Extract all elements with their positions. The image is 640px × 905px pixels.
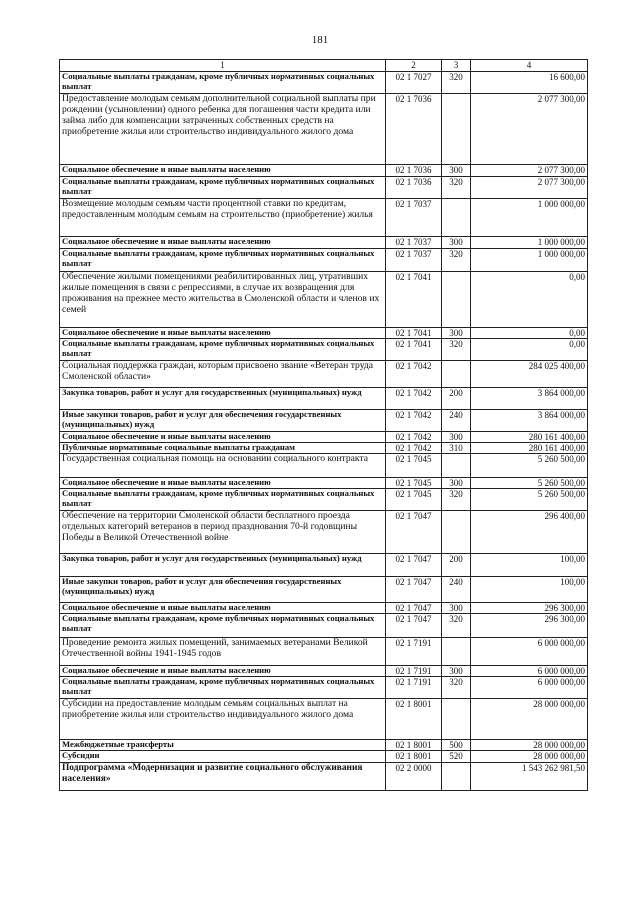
row-name-cell: Социальное обеспечение и иные выплаты населению <box>60 165 386 177</box>
row-name-cell: Межбюджетные трансферты <box>60 740 386 751</box>
row-expense-type-cell <box>442 763 471 791</box>
row-expense-type-cell: 240 <box>442 410 471 432</box>
row-code-cell: 02 1 7041 <box>386 339 442 361</box>
row-sum-cell: 6 000 000,00 <box>471 666 588 677</box>
row-sum-cell: 0,00 <box>471 328 588 339</box>
row-sum-cell: 5 260 500,00 <box>471 478 588 489</box>
row-sum-cell: 3 864 000,00 <box>471 410 588 432</box>
table-row <box>60 577 588 603</box>
row-name-cell: Социальное обеспечение и иные выплаты населению <box>60 237 386 249</box>
table-row <box>60 638 588 666</box>
table-header-row <box>60 60 588 72</box>
table-row <box>60 666 588 677</box>
row-expense-type-cell: 300 <box>442 237 471 249</box>
row-sum-cell: 3 864 000,00 <box>471 388 588 410</box>
row-name-cell: Социальные выплаты гражданам, кроме публичных нормативных социальных выплат <box>60 339 386 361</box>
row-sum-cell: 5 260 500,00 <box>471 454 588 478</box>
row-code-cell: 02 1 7047 <box>386 603 442 614</box>
row-expense-type-cell: 320 <box>442 177 471 199</box>
row-sum-cell: 280 161 400,00 <box>471 432 588 443</box>
row-expense-type-cell: 320 <box>442 249 471 272</box>
row-sum-cell: 296 400,00 <box>471 511 588 554</box>
column-header-name: 1 <box>60 60 386 72</box>
column-header-expense-type: 3 <box>442 60 471 72</box>
table-row <box>60 554 588 577</box>
row-sum-cell: 100,00 <box>471 577 588 603</box>
table-row <box>60 249 588 272</box>
row-expense-type-cell: 300 <box>442 666 471 677</box>
row-sum-cell: 0,00 <box>471 339 588 361</box>
row-sum-cell: 28 000 000,00 <box>471 751 588 763</box>
row-expense-type-cell: 300 <box>442 432 471 443</box>
row-name-cell: Социальные выплаты гражданам, кроме публичных нормативных социальных выплат <box>60 614 386 638</box>
column-header-sum: 4 <box>471 60 588 72</box>
row-expense-type-cell: 520 <box>442 751 471 763</box>
row-name-cell: Иные закупки товаров, работ и услуг для обеспечения государственных (муниципальных) нужд <box>60 577 386 603</box>
row-code-cell: 02 1 7045 <box>386 489 442 511</box>
row-code-cell: 02 1 7041 <box>386 328 442 339</box>
row-code-cell: 02 1 7042 <box>386 388 442 410</box>
row-name-cell: Социальные выплаты гражданам, кроме публичных нормативных социальных выплат <box>60 177 386 199</box>
row-code-cell: 02 1 7037 <box>386 249 442 272</box>
column-header-code: 2 <box>386 60 442 72</box>
row-name-cell: Публичные нормативные социальные выплаты гражданам <box>60 443 386 454</box>
table-row <box>60 763 588 791</box>
row-name-cell: Социальное обеспечение и иные выплаты населению <box>60 432 386 443</box>
row-code-cell: 02 1 8001 <box>386 751 442 763</box>
row-name-cell: Проведение ремонта жилых помещений, занимаемых ветеранами Великой Отечественной войны 1941-1945 годов <box>60 638 386 666</box>
row-expense-type-cell: 300 <box>442 165 471 177</box>
row-sum-cell: 2 077 300,00 <box>471 94 588 165</box>
table-row <box>60 751 588 763</box>
row-code-cell: 02 1 7047 <box>386 511 442 554</box>
row-name-cell: Обеспечение жилыми помещениями реабилитированных лиц, утративших жилые помещения в связи с репрессиями, в случае их возвращения для проживания на прежнее место жительства в Смоленской области и членов их семей <box>60 272 386 328</box>
row-code-cell: 02 1 8001 <box>386 740 442 751</box>
row-name-cell: Предоставление молодым семьям дополнительной социальной выплаты при рождении (усыновлении) одного ребенка для погашения части кредита или займа либо для компенсации затраченных собственных средств на приобретение жилья или строительство индивидуального жилого дома <box>60 94 386 165</box>
row-code-cell: 02 1 7036 <box>386 94 442 165</box>
row-code-cell: 02 1 7042 <box>386 443 442 454</box>
row-name-cell: Обеспечение на территории Смоленской области бесплатного проезда отдельных категорий ветеранов в период празднования 70-й годовщины Победы в Великой Отечественной войне <box>60 511 386 554</box>
row-sum-cell: 1 000 000,00 <box>471 237 588 249</box>
row-expense-type-cell: 320 <box>442 72 471 94</box>
table-row <box>60 72 588 94</box>
row-code-cell: 02 1 7191 <box>386 677 442 699</box>
table-row <box>60 677 588 699</box>
row-code-cell: 02 1 7045 <box>386 478 442 489</box>
table-row <box>60 740 588 751</box>
table-row <box>60 339 588 361</box>
row-code-cell: 02 1 7036 <box>386 177 442 199</box>
table-row <box>60 361 588 388</box>
table-row <box>60 511 588 554</box>
row-expense-type-cell: 200 <box>442 388 471 410</box>
row-name-cell: Иные закупки товаров, работ и услуг для обеспечения государственных (муниципальных) нужд <box>60 410 386 432</box>
budget-table <box>59 59 588 791</box>
table-row <box>60 237 588 249</box>
row-name-cell: Социальные выплаты гражданам, кроме публичных нормативных социальных выплат <box>60 249 386 272</box>
row-code-cell: 02 1 7045 <box>386 454 442 478</box>
table-row <box>60 478 588 489</box>
row-expense-type-cell: 310 <box>442 443 471 454</box>
row-code-cell: 02 2 0000 <box>386 763 442 791</box>
row-expense-type-cell: 500 <box>442 740 471 751</box>
row-expense-type-cell <box>442 94 471 165</box>
row-sum-cell: 280 161 400,00 <box>471 443 588 454</box>
row-code-cell: 02 1 7027 <box>386 72 442 94</box>
row-code-cell: 02 1 7042 <box>386 432 442 443</box>
row-expense-type-cell <box>442 511 471 554</box>
row-code-cell: 02 1 7036 <box>386 165 442 177</box>
row-expense-type-cell <box>442 638 471 666</box>
row-expense-type-cell: 240 <box>442 577 471 603</box>
row-code-cell: 02 1 7191 <box>386 638 442 666</box>
row-code-cell: 02 1 7042 <box>386 361 442 388</box>
row-code-cell: 02 1 7037 <box>386 237 442 249</box>
table-row <box>60 165 588 177</box>
row-sum-cell: 296 300,00 <box>471 603 588 614</box>
row-name-cell: Закупка товаров, работ и услуг для государственных (муниципальных) нужд <box>60 554 386 577</box>
table-row <box>60 177 588 199</box>
row-name-cell: Социальное обеспечение и иные выплаты населению <box>60 666 386 677</box>
row-expense-type-cell: 320 <box>442 339 471 361</box>
row-expense-type-cell: 300 <box>442 478 471 489</box>
row-expense-type-cell <box>442 272 471 328</box>
row-sum-cell: 0,00 <box>471 272 588 328</box>
row-expense-type-cell: 200 <box>442 554 471 577</box>
row-name-cell: Социальные выплаты гражданам, кроме публичных нормативных социальных выплат <box>60 72 386 94</box>
row-name-cell: Возмещение молодым семьям части процентной ставки по кредитам, предоставленным молодым семьям на строительство (приобретение) жилья <box>60 199 386 237</box>
row-sum-cell: 2 077 300,00 <box>471 177 588 199</box>
table-row <box>60 489 588 511</box>
row-expense-type-cell: 300 <box>442 328 471 339</box>
row-sum-cell: 100,00 <box>471 554 588 577</box>
row-name-cell: Социальные выплаты гражданам, кроме публичных нормативных социальных выплат <box>60 489 386 511</box>
row-expense-type-cell <box>442 361 471 388</box>
row-code-cell: 02 1 7047 <box>386 614 442 638</box>
row-code-cell: 02 1 7047 <box>386 577 442 603</box>
row-name-cell: Субсидии <box>60 751 386 763</box>
row-sum-cell: 1 543 262 981,50 <box>471 763 588 791</box>
row-name-cell: Социальное обеспечение и иные выплаты населению <box>60 603 386 614</box>
row-sum-cell: 16 600,00 <box>471 72 588 94</box>
row-sum-cell: 5 260 500,00 <box>471 489 588 511</box>
table-row <box>60 603 588 614</box>
row-expense-type-cell: 320 <box>442 677 471 699</box>
row-sum-cell: 284 025 400,00 <box>471 361 588 388</box>
row-name-cell: Социальное обеспечение и иные выплаты населению <box>60 478 386 489</box>
row-expense-type-cell: 320 <box>442 489 471 511</box>
row-code-cell: 02 1 7037 <box>386 199 442 237</box>
page-number: 181 <box>311 34 329 46</box>
budget-table-body <box>60 60 588 791</box>
row-sum-cell: 28 000 000,00 <box>471 740 588 751</box>
row-expense-type-cell: 320 <box>442 614 471 638</box>
row-sum-cell: 1 000 000,00 <box>471 249 588 272</box>
row-expense-type-cell <box>442 199 471 237</box>
table-row <box>60 272 588 328</box>
row-code-cell: 02 1 7042 <box>386 410 442 432</box>
row-name-cell: Социальное обеспечение и иные выплаты населению <box>60 328 386 339</box>
row-name-cell: Субсидии на предоставление молодым семьям социальных выплат на приобретение жилья или строительство индивидуального жилого дома <box>60 699 386 740</box>
row-code-cell: 02 1 7047 <box>386 554 442 577</box>
row-expense-type-cell <box>442 699 471 740</box>
row-expense-type-cell: 300 <box>442 603 471 614</box>
table-row <box>60 432 588 443</box>
row-name-cell: Социальные выплаты гражданам, кроме публичных нормативных социальных выплат <box>60 677 386 699</box>
table-row <box>60 410 588 432</box>
row-sum-cell: 296 300,00 <box>471 614 588 638</box>
row-expense-type-cell <box>442 454 471 478</box>
row-sum-cell: 1 000 000,00 <box>471 199 588 237</box>
row-sum-cell: 28 000 000,00 <box>471 699 588 740</box>
table-row <box>60 388 588 410</box>
row-sum-cell: 6 000 000,00 <box>471 638 588 666</box>
row-name-cell: Государственная социальная помощь на основании социального контракта <box>60 454 386 478</box>
table-row <box>60 94 588 165</box>
row-sum-cell: 6 000 000,00 <box>471 677 588 699</box>
table-row <box>60 443 588 454</box>
row-code-cell: 02 1 7041 <box>386 272 442 328</box>
row-sum-cell: 2 077 300,00 <box>471 165 588 177</box>
table-row <box>60 454 588 478</box>
table-row <box>60 614 588 638</box>
table-row <box>60 328 588 339</box>
table-row <box>60 699 588 740</box>
table-row <box>60 199 588 237</box>
row-name-cell: Закупка товаров, работ и услуг для государственных (муниципальных) нужд <box>60 388 386 410</box>
row-code-cell: 02 1 8001 <box>386 699 442 740</box>
row-name-cell: Подпрограмма «Модернизация и развитие социального обслуживания населения» <box>60 763 386 791</box>
row-name-cell: Социальная поддержка граждан, которым присвоено звание «Ветеран труда Смоленской области» <box>60 361 386 388</box>
row-code-cell: 02 1 7191 <box>386 666 442 677</box>
